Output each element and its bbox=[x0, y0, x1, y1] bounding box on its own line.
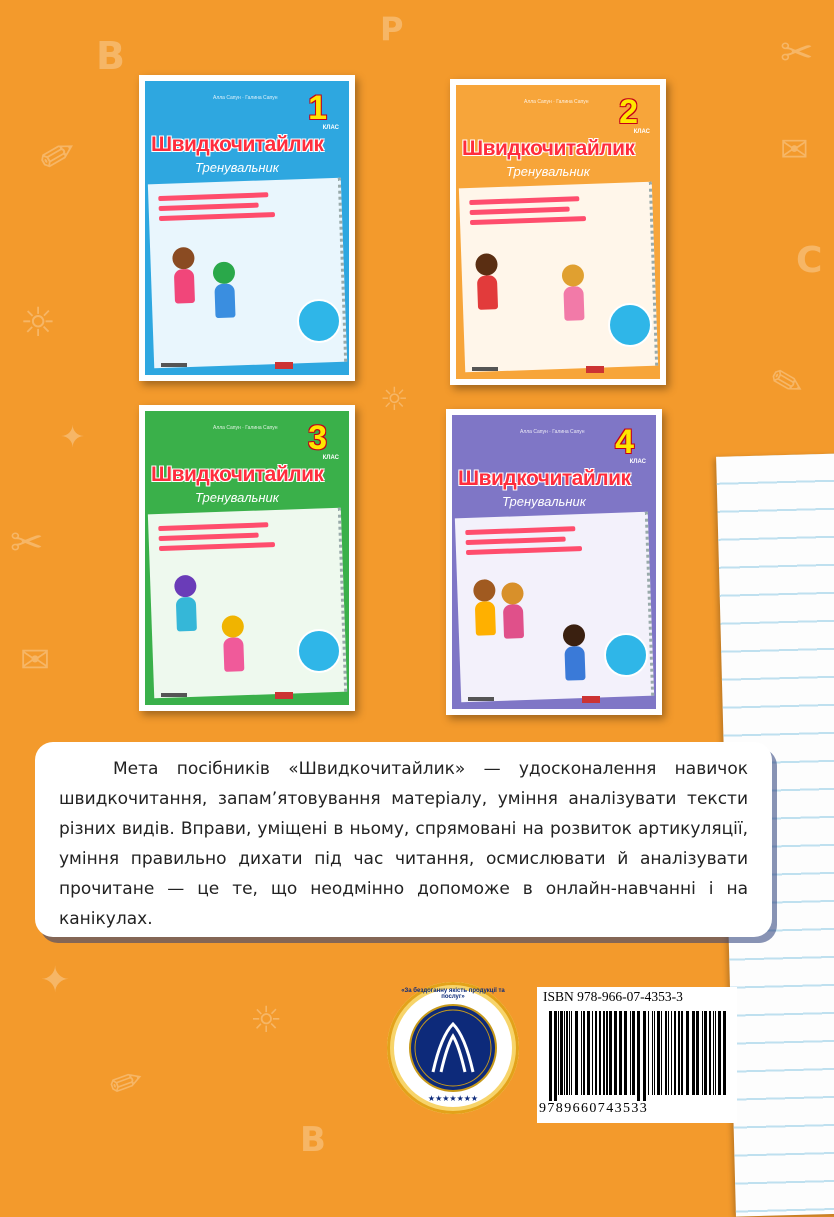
child-body-icon bbox=[503, 604, 524, 639]
cover-authors: Алла Сапун · Галина Сапун bbox=[213, 95, 278, 101]
badge-icon bbox=[608, 303, 652, 347]
cover-background bbox=[145, 411, 349, 705]
barcode-bar bbox=[569, 1011, 570, 1095]
barcode-bar bbox=[560, 1011, 563, 1095]
publisher-logo bbox=[472, 367, 498, 371]
barcode-bar bbox=[609, 1011, 612, 1095]
barcode-bar bbox=[715, 1011, 716, 1095]
seal-ring-text: «За бездоганну якість продукції та послуг» bbox=[401, 988, 505, 1000]
barcode-bar bbox=[713, 1011, 714, 1095]
publisher-logo bbox=[582, 696, 600, 703]
cover-text-line bbox=[158, 522, 268, 531]
envelope-doodle-icon: ✉ bbox=[780, 130, 809, 170]
barcode-bar bbox=[704, 1011, 707, 1095]
barcode-bar bbox=[652, 1011, 653, 1095]
publisher-logo bbox=[586, 366, 604, 373]
child-body-icon bbox=[477, 275, 498, 310]
book-subtitle: Тренувальник bbox=[506, 164, 590, 179]
barcode-graphic bbox=[549, 1011, 727, 1101]
pencil-doodle-icon: ✏ bbox=[760, 354, 813, 412]
letter-doodle-icon: B bbox=[96, 34, 125, 78]
barcode-bar bbox=[587, 1011, 590, 1095]
barcode-bar bbox=[595, 1011, 597, 1095]
barcode-bar bbox=[566, 1011, 568, 1095]
child-illustration-icon bbox=[563, 624, 586, 647]
barcode-bar bbox=[671, 1011, 672, 1095]
barcode-bar bbox=[674, 1011, 676, 1095]
barcode-bar bbox=[558, 1011, 559, 1095]
barcode-bar bbox=[603, 1011, 605, 1095]
barcode-bar bbox=[654, 1011, 655, 1095]
grade-label: КЛАС bbox=[322, 455, 339, 461]
seal-emblem-graphic-icon bbox=[411, 1006, 495, 1090]
barcode-bar bbox=[571, 1011, 572, 1095]
isbn-digits: 9789660743533 bbox=[539, 1101, 649, 1116]
barcode-bar bbox=[564, 1011, 565, 1095]
cover-text-line bbox=[465, 526, 575, 535]
barcode-bar bbox=[606, 1011, 608, 1095]
barcode-bar bbox=[696, 1011, 699, 1095]
sun-doodle-icon: ☼ bbox=[250, 1000, 283, 1041]
barcode-bar bbox=[592, 1011, 593, 1095]
badge-icon bbox=[297, 299, 341, 343]
seal-emblem-icon bbox=[409, 1004, 497, 1092]
publisher-logo bbox=[468, 697, 494, 701]
cover-authors: Алла Сапун · Галина Сапун bbox=[524, 99, 589, 105]
envelope-doodle-icon: ✉ bbox=[20, 640, 51, 681]
cover-text-line bbox=[159, 542, 275, 551]
grade-label: КЛАС bbox=[322, 125, 339, 131]
pencil-doodle-icon: ✏ bbox=[103, 1055, 151, 1111]
book-cover-grade-4 bbox=[446, 409, 662, 715]
child-illustration-icon bbox=[213, 261, 236, 284]
cover-background bbox=[456, 85, 660, 379]
barcode-bar bbox=[657, 1011, 660, 1095]
barcode-bar bbox=[686, 1011, 689, 1095]
child-body-icon bbox=[564, 646, 585, 681]
isbn-label: ISBN 978-966-07-4353-3 bbox=[543, 989, 683, 1004]
cover-text-line bbox=[470, 207, 570, 215]
barcode-bar bbox=[692, 1011, 695, 1095]
child-illustration-icon bbox=[221, 615, 244, 638]
barcode-bar bbox=[681, 1011, 683, 1095]
cover-background bbox=[145, 81, 349, 375]
sun-doodle-icon: ☼ bbox=[380, 380, 409, 418]
description-box bbox=[35, 742, 772, 937]
cover-text-line bbox=[466, 546, 582, 555]
quality-seal bbox=[387, 982, 519, 1114]
book-cover-grade-3 bbox=[139, 405, 355, 711]
barcode-bar bbox=[554, 1011, 557, 1101]
sun-doodle-icon: ☼ bbox=[20, 300, 56, 346]
barcode-bar bbox=[665, 1011, 667, 1095]
child-body-icon bbox=[563, 286, 584, 321]
child-illustration-icon bbox=[475, 253, 498, 276]
badge-icon bbox=[297, 629, 341, 673]
child-illustration-icon bbox=[172, 247, 195, 270]
book-subtitle: Тренувальник bbox=[502, 494, 586, 509]
barcode-bar bbox=[637, 1011, 640, 1101]
barcode-bar bbox=[678, 1011, 680, 1095]
child-body-icon bbox=[176, 597, 197, 632]
grade-label: КЛАС bbox=[629, 459, 646, 465]
cover-background bbox=[452, 415, 656, 709]
barcode-bar bbox=[702, 1011, 703, 1095]
cover-authors: Алла Сапун · Галина Сапун bbox=[213, 425, 278, 431]
barcode-bar bbox=[718, 1011, 721, 1095]
publisher-logo bbox=[161, 693, 187, 697]
book-title: Швидкочитайлик bbox=[462, 137, 635, 160]
cover-text-line bbox=[159, 203, 259, 211]
grade-number: 2 bbox=[619, 93, 638, 131]
cover-text-line bbox=[159, 533, 259, 541]
publisher-logo bbox=[275, 692, 293, 699]
book-subtitle: Тренувальник bbox=[195, 160, 279, 175]
barcode-bar bbox=[661, 1011, 662, 1095]
barcode-bar bbox=[709, 1011, 711, 1095]
badge-icon bbox=[604, 633, 648, 677]
letter-doodle-icon: B bbox=[300, 1120, 326, 1160]
child-illustration-icon bbox=[562, 264, 585, 287]
child-body-icon bbox=[214, 283, 235, 318]
barcode-bar bbox=[614, 1011, 617, 1095]
barcode-bar bbox=[619, 1011, 622, 1095]
child-body-icon bbox=[223, 637, 244, 672]
cover-text-line bbox=[158, 192, 268, 201]
cover-text-line bbox=[469, 196, 579, 205]
letter-doodle-icon: C bbox=[796, 240, 823, 281]
grade-label: КЛАС bbox=[633, 129, 650, 135]
child-body-icon bbox=[174, 269, 195, 304]
barcode-bar bbox=[575, 1011, 578, 1095]
barcode-bar bbox=[599, 1011, 601, 1095]
barcode-bar bbox=[648, 1011, 649, 1095]
cover-authors: Алла Сапун · Галина Сапун bbox=[520, 429, 585, 435]
barcode-bar bbox=[549, 1011, 552, 1101]
publisher-logo bbox=[275, 362, 293, 369]
pencil-doodle-icon: ✏ bbox=[29, 124, 88, 187]
barcode-bar bbox=[643, 1011, 646, 1101]
barcode-bar bbox=[624, 1011, 627, 1095]
book-cover-grade-2 bbox=[450, 79, 666, 385]
barcode-bar bbox=[583, 1011, 585, 1095]
child-body-icon bbox=[475, 601, 496, 636]
seal-stars: ★★★★★★★ bbox=[427, 1094, 479, 1103]
cover-text-line bbox=[159, 212, 275, 221]
description-text: Мета посібників «Швидкочитайлик» — удосконалення навичок швидкочитання, запам’ятовування матеріалу, уміння аналізувати тексти різних видів. Вправи, уміщені в ньому, спрямовані на розвиток артикуляції, уміння правильно дихати під час читання, осмислювати й аналізувати прочитане — це те, що неодмінно допоможе в онлайн-навчанні і на канікулах. bbox=[59, 759, 748, 929]
barcode-bar bbox=[632, 1011, 635, 1095]
scissors-doodle-icon: ✂ bbox=[10, 520, 44, 566]
scissors-doodle-icon: ✂ bbox=[780, 30, 814, 76]
isbn-barcode-block bbox=[537, 987, 737, 1123]
cover-text-line bbox=[470, 216, 586, 225]
grade-number: 3 bbox=[308, 419, 327, 457]
star-doodle-icon: ✦ bbox=[60, 420, 86, 455]
child-illustration-icon bbox=[473, 579, 496, 602]
barcode-bar bbox=[581, 1011, 582, 1095]
grade-number: 1 bbox=[308, 89, 327, 127]
child-illustration-icon bbox=[174, 575, 197, 598]
publisher-logo bbox=[161, 363, 187, 367]
book-title: Швидкочитайлик bbox=[458, 467, 631, 490]
cover-text-line bbox=[466, 537, 566, 545]
book-title: Швидкочитайлик bbox=[151, 463, 324, 486]
barcode-bar bbox=[630, 1011, 631, 1095]
book-title: Швидкочитайлик bbox=[151, 133, 324, 156]
barcode-bar bbox=[668, 1011, 669, 1095]
star-doodle-icon: ✦ bbox=[40, 960, 71, 1001]
child-illustration-icon bbox=[501, 582, 524, 605]
letter-doodle-icon: P bbox=[380, 10, 404, 48]
book-cover-grade-1 bbox=[139, 75, 355, 381]
book-subtitle: Тренувальник bbox=[195, 490, 279, 505]
grade-number: 4 bbox=[615, 423, 634, 461]
barcode-bar bbox=[723, 1011, 726, 1095]
